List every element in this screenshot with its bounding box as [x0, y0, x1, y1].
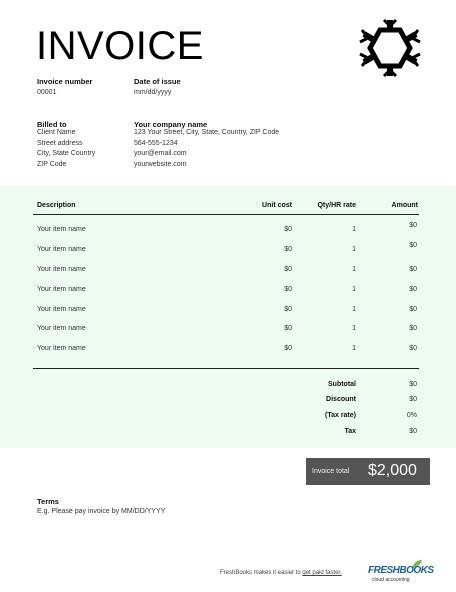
item-amount: $0	[409, 266, 417, 273]
company-block	[134, 128, 279, 170]
item-amount: $0	[409, 306, 417, 313]
item-qty: 1	[352, 286, 356, 293]
discount-value: $0	[409, 396, 417, 403]
item-qty: 1	[352, 306, 356, 313]
get-paid-faster-link[interactable]: get paid faster.	[302, 570, 342, 576]
item-description: Your item name	[37, 325, 86, 332]
invoice-number-label: Invoice number	[37, 77, 93, 86]
tax-label: Tax	[344, 428, 356, 435]
item-qty: 1	[352, 325, 356, 332]
company-website: yourwebsite.com	[134, 160, 187, 168]
header-amount: Amount	[391, 202, 418, 209]
item-description: Your item name	[37, 266, 86, 273]
invoice-title: INVOICE	[36, 24, 204, 68]
item-description: Your item name	[37, 286, 86, 293]
brand-tagline: cloud accounting	[372, 577, 410, 583]
invoice-number-value: 00001	[37, 89, 57, 96]
company-name: Your company name	[134, 120, 208, 129]
item-amount: $0	[409, 286, 417, 293]
footer-prefix: FreshBooks makes it easier to	[220, 570, 303, 576]
item-unit-cost: $0	[284, 246, 292, 253]
terms-label: Terms	[37, 497, 59, 506]
item-qty: 1	[352, 226, 356, 233]
subtotal-value: $0	[409, 381, 417, 388]
item-amount: $0	[409, 345, 417, 352]
client-name: Client Name	[37, 129, 76, 136]
client-zip: ZIP Code	[37, 160, 67, 168]
brand-fresh: FRESH	[368, 565, 400, 576]
terms-text: E.g. Please pay invoice by MM/DD/YYYY	[37, 508, 166, 515]
footer-text	[220, 570, 342, 576]
client-street: Street address	[37, 139, 83, 147]
company-phone: 564-555-1234	[134, 139, 178, 147]
tax-value: $0	[409, 428, 417, 435]
item-unit-cost: $0	[284, 306, 292, 313]
item-description: Your item name	[37, 345, 86, 352]
tax-rate-value: 0%	[406, 412, 417, 419]
billed-to-block	[37, 128, 95, 170]
header-qty: Qty/HR rate	[317, 202, 356, 209]
item-description: Your item name	[37, 226, 86, 233]
discount-label: Discount	[326, 396, 356, 403]
item-description: Your item name	[37, 246, 86, 253]
header-divider	[33, 214, 419, 215]
items-bottom-divider	[33, 368, 419, 369]
freshbooks-logo	[368, 560, 434, 584]
item-description: Your item name	[37, 306, 86, 313]
subtotal-label: Subtotal	[328, 381, 356, 388]
item-amount: $0	[409, 242, 417, 249]
header-unit-cost: Unit cost	[262, 202, 292, 209]
item-qty: 1	[352, 345, 356, 352]
item-qty: 1	[352, 266, 356, 273]
item-unit-cost: $0	[284, 345, 292, 352]
item-unit-cost: $0	[284, 286, 292, 293]
brand-books: BOOKS	[399, 565, 434, 576]
freshbooks-wordmark	[368, 565, 434, 576]
item-amount: $0	[409, 325, 417, 332]
client-city: City, State Country	[37, 150, 96, 157]
company-email: your@email.com	[134, 150, 187, 157]
item-unit-cost: $0	[284, 266, 292, 273]
invoice-total-label: Invoice total	[312, 468, 350, 475]
item-unit-cost: $0	[284, 325, 292, 332]
snowflake-logo-icon	[356, 18, 424, 78]
header-description: Description	[37, 202, 76, 209]
date-of-issue-value: mm/dd/yyyy	[134, 89, 172, 96]
date-of-issue-label: Date of issue	[134, 77, 181, 86]
item-qty: 1	[352, 246, 356, 253]
company-address: 123 Your Street, City, State, Country, ZIP Code	[134, 129, 280, 136]
tax-rate-label: (Tax rate)	[325, 412, 356, 419]
invoice-total-value: $2,000	[368, 462, 417, 479]
item-amount: $0	[409, 222, 417, 229]
billed-to-label: Billed to	[37, 120, 67, 129]
item-unit-cost: $0	[284, 226, 292, 233]
